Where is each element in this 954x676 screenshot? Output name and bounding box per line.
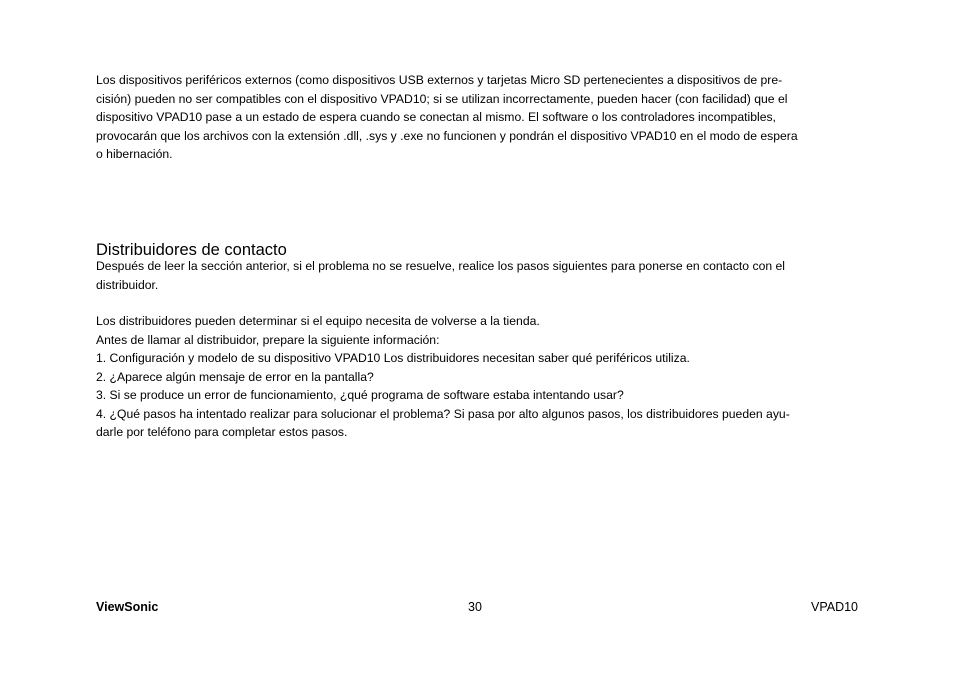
steps-line: 1. Configuración y modelo de su dispositivo VPAD10 Los distribuidores necesitan saber qué periféricos utiliza.	[96, 351, 690, 365]
footer-brand: ViewSonic	[96, 600, 159, 614]
steps-line: 3. Si se produce un error de funcionamiento, ¿qué programa de software estaba intentando usar?	[96, 388, 624, 402]
steps-line: 4. ¿Qué pasos ha intentado realizar para solucionar el problema? Si pasa por alto algunos pasos, los distribuidores pueden ayu-	[96, 406, 790, 421]
intro-line: Los dispositivos periféricos externos (como dispositivos USB externos y tarjetas Micro SD pertenecientes a dispositivos de pre-	[96, 73, 783, 87]
footer-model: VPAD10	[810, 600, 858, 614]
intro-paragraph	[96, 71, 858, 164]
footer-page-number: 30	[468, 600, 482, 614]
steps-line: 2. ¿Aparece algún mensaje de error en la pantalla?	[96, 369, 374, 384]
steps-line: Antes de llamar al distribuidor, prepare la siguiente información:	[96, 332, 440, 347]
steps-line: Los distribuidores pueden determinar si el equipo necesita de volverse a la tienda.	[96, 314, 540, 328]
intro-line: dispositivo VPAD10 pase a un estado de espera cuando se conectan al mismo. El software o los controladores incompatibles,	[96, 110, 776, 124]
intro-line: provocarán que los archivos con la extensión .dll, .sys y .exe no funcionen y pondrán el dispositivo VPAD10 en el modo de espera	[96, 128, 798, 143]
contact-intro-line: distribuidor.	[96, 277, 159, 292]
steps-line: darle por teléfono para completar estos pasos.	[96, 425, 348, 439]
intro-line: o hibernación.	[96, 147, 173, 161]
intro-line: cisión) pueden no ser compatibles con el dispositivo VPAD10; si se utilizan incorrectamente, pueden hacer (con facilidad) que el	[96, 91, 788, 106]
section-heading: Distribuidores de contacto	[96, 241, 287, 259]
contact-intro-line: Después de leer la sección anterior, si el problema no se resuelve, realice los pasos siguientes para ponerse en contacto con el	[96, 259, 785, 273]
contact-intro-paragraph	[96, 257, 858, 294]
steps-paragraph	[96, 312, 858, 442]
